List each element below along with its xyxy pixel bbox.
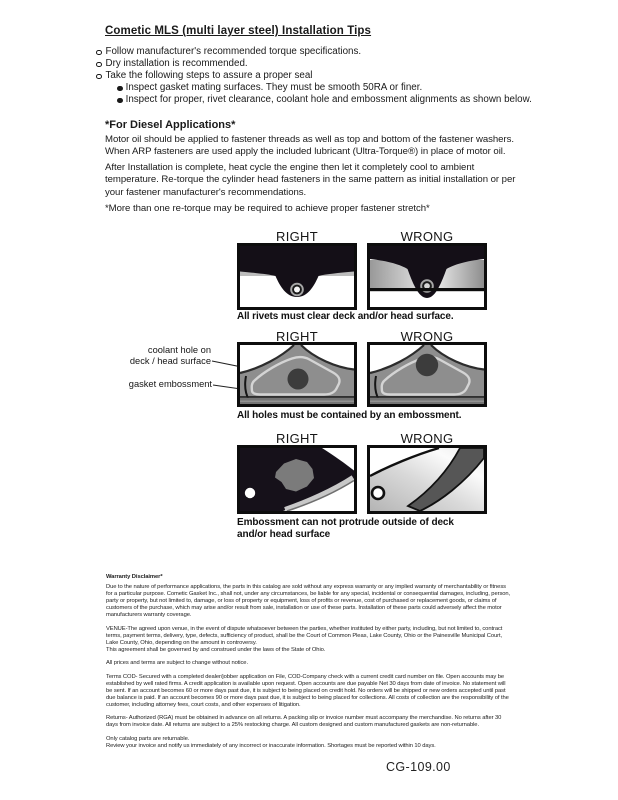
bullet-icon [96, 74, 102, 80]
wrong-label: WRONG [400, 329, 454, 344]
disclaimer-paragraph: This agreement shall be governed by and construed under the laws of the State of Ohio. [106, 646, 326, 653]
embossment-right-diagram [237, 445, 357, 514]
tip-text: Inspect gasket mating surfaces. They must be smooth 50RA or finer. [125, 82, 423, 93]
installation-tips-list [96, 46, 536, 106]
list-item [96, 46, 536, 58]
list-item [96, 82, 536, 94]
disclaimer-paragraph: VENUE-The agreed upon venue, in the event of dispute whatsoever between the parties, whether instituted by either party, including, but not limited to, contract terms, payment terms, delivery, type, defects, sufficiency of product, shall be the Court of Common Pleas, Lake County, Ohio or the Painesville Municipal Court, Lake County, Ohio, depending on the amount in controversy. [106, 625, 503, 646]
disclaimer-heading: Warranty Disclaimer* [106, 574, 163, 580]
list-item [96, 70, 536, 82]
holes-caption: All holes must be contained by an embossment. [237, 410, 462, 421]
disclaimer-paragraph: Only catalog parts are returnable. [106, 735, 190, 742]
page-code: CG-109.00 [386, 760, 451, 774]
list-item [96, 94, 536, 106]
page-title: Cometic MLS (multi layer steel) Installation Tips [105, 25, 372, 37]
coolant-hole-wrong-diagram [367, 342, 487, 407]
right-label: RIGHT [276, 431, 318, 446]
embossment-wrong-diagram [367, 445, 487, 514]
bullet-icon [96, 50, 102, 56]
diesel-paragraph: Motor oil should be applied to fastener threads as well as top and bottom of the fastener washers. When ARP fasteners are used apply the included lubricant (Ultra-Torque®) in place of motor oil. [105, 134, 514, 158]
retorque-note: *More than one re-torque may be required to achieve proper fastener stretch* [105, 203, 430, 214]
rivet-wrong-diagram [367, 243, 487, 310]
coolant-hole-right-diagram [237, 342, 357, 407]
diesel-heading: *For Diesel Applications* [105, 119, 236, 131]
wrong-label: WRONG [400, 431, 454, 446]
bullet-icon [117, 98, 123, 104]
tip-text: Take the following steps to assure a proper seal [105, 70, 313, 81]
right-label: RIGHT [276, 329, 318, 344]
right-label: RIGHT [276, 229, 318, 244]
disclaimer-paragraph: Terms COD- Secured with a completed dealer/jobber application on File, COD-Company check with a current credit card number on file. Open accounts may be established by well rated firms. A credit application is available upon request. Open accounts are due payable Net 30 days from date of invoice. No statement will be sent. If an account becomes 60 or more days past due, it is subject to being placed on credit hold. No orders will be shipped or new orders accepted until past due balance is paid. If an account becomes 90 or more days past due, it is subject to being placed for collections. All costs of collection are the responsibility of the customer, including attorney fees, court costs, and other expenses of litigation. [106, 673, 509, 708]
tip-text: Inspect for proper, rivet clearance, coolant hole and embossment alignments as shown below. [125, 94, 532, 105]
warranty-disclaimer [106, 574, 512, 756]
disclaimer-paragraph: Due to the nature of performance applications, the parts in this catalog are sold without any express warranty or any implied warranty of merchantability or fitness for a particular purpose. Cometic Gasket Inc., shall not, under any circumstances, be liable for any special, incidental or consequential damages, including, person, party or property, but not limited to, damage, or loss of property or equipment, loss of profits or revenue, cost of purchased or replacement goods, or claims of customers of the purchase, which may arise and/or result from sale, installation or use of these parts. Installation of these parts could adversely affect the motor manufacturers warranty coverage. [106, 584, 511, 618]
bullet-icon [117, 86, 123, 92]
rivet-right-diagram [237, 243, 357, 310]
disclaimer-paragraph: Review your invoice and notify us immediately of any incorrect or inaccurate information. Shortages must be reported within 10 days. [106, 742, 436, 749]
rivet-caption: All rivets must clear deck and/or head surface. [237, 311, 454, 322]
diesel-paragraph: After Installation is complete, heat cycle the engine then let it completely cool to ambient temperature. Re-torque the cylinder head fasteners in the same pattern as initial installation or per your fastener manufacturer's recommendations. [105, 162, 516, 198]
gasket-embossment-label: gasket embossment [128, 379, 212, 389]
tip-text: Dry installation is recommended. [105, 58, 248, 69]
coolant-hole-label: coolant hole on deck / head surface [129, 345, 211, 366]
bullet-icon [96, 62, 102, 68]
wrong-label: WRONG [400, 229, 454, 244]
embossment-caption: Embossment can not protrude outside of deck and/or head surface [237, 517, 454, 540]
disclaimer-paragraph: Returns- Authorized (RGA) must be obtained in advance on all returns. A packing slip or invoice number must accompany the merchandise. No returns after 30 days from invoice date. All returns are subject to a 25% restocking charge. All custom designed and custom manufactured gaskets are non-returnable. [106, 715, 502, 728]
list-item [96, 58, 536, 70]
tip-text: Follow manufacturer's recommended torque specifications. [105, 46, 362, 57]
disclaimer-paragraph: All prices and terms are subject to change without notice. [106, 660, 248, 666]
